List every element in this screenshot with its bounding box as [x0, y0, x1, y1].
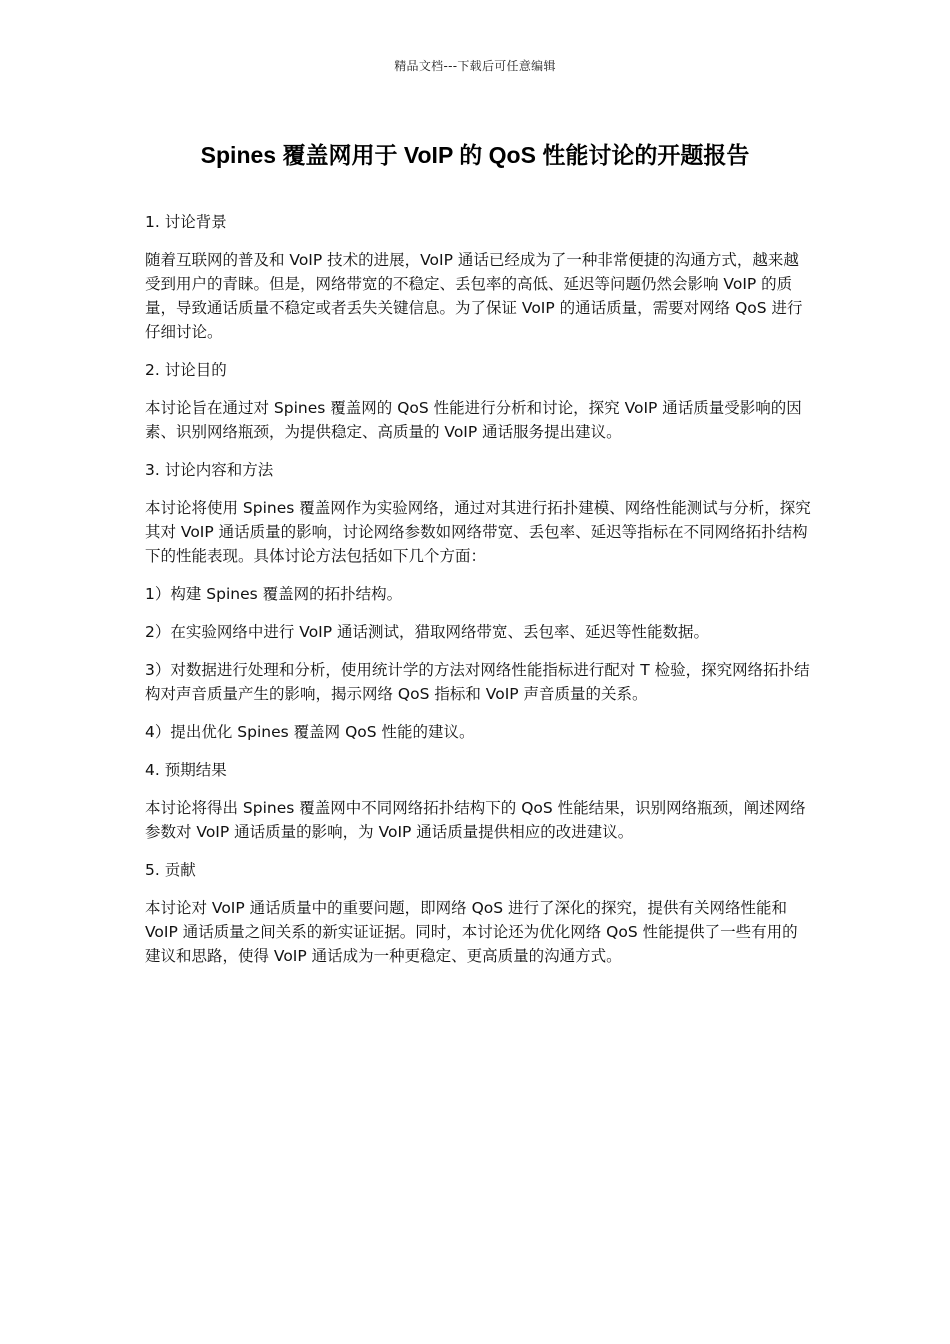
- section-heading-purpose: 2. 讨论目的: [145, 361, 227, 379]
- paragraph-content-method: 本讨论将使用 Spines 覆盖网作为实验网络，通过对其进行拓扑建模、网络性能测试与分析，探究其对 VoIP 通话质量的影响，讨论网络参数如网络带宽、丢包率、延迟等指标在不同网络拓扑结构下的性能表现。具体讨论方法包括如下几个方面：: [145, 499, 811, 565]
- list-item-method-1: 1）构建 Spines 覆盖网的拓扑结构。: [145, 585, 403, 603]
- document-body: [145, 210, 813, 982]
- document-title: Spines 覆盖网用于 VoIP 的 QoS 性能讨论的开题报告: [200, 142, 750, 168]
- section-heading-background: 1. 讨论背景: [145, 213, 227, 231]
- section-heading-expected-results: 4. 预期结果: [145, 761, 227, 779]
- paragraph-contribution: 本讨论对 VoIP 通话质量中的重要问题，即网络 QoS 进行了深化的探究，提供有关网络性能和 VoIP 通话质量之间关系的新实证证据。同时，本讨论还为优化网络 QoS 性能提供了一些有用的建议和思路，使得 VoIP 通话成为一种更稳定、更高质量的沟通方式。: [145, 899, 798, 965]
- list-item-method-2: 2）在实验网络中进行 VoIP 通话测试，猎取网络带宽、丢包率、延迟等性能数据。: [145, 623, 710, 641]
- paragraph-expected-results: 本讨论将得出 Spines 覆盖网中不同网络拓扑结构下的 QoS 性能结果，识别网络瓶颈，阐述网络参数对 VoIP 通话质量的影响，为 VoIP 通话质量提供相应的改进建议。: [145, 799, 806, 841]
- page-header: 精品文档---下载后可任意编辑: [394, 59, 556, 73]
- paragraph-background: 随着互联网的普及和 VoIP 技术的进展，VoIP 通话已经成为了一种非常便捷的沟通方式，越来越受到用户的青睐。但是，网络带宽的不稳定、丢包率的高低、延迟等问题仍然会影响 VoIP 的质量，导致通话质量不稳定或者丢失关键信息。为了保证 VoIP 的通话质量，需要对网络 QoS 进行仔细讨论。: [145, 251, 803, 341]
- section-heading-contribution: 5. 贡献: [145, 861, 196, 879]
- paragraph-purpose: 本讨论旨在通过对 Spines 覆盖网的 QoS 性能进行分析和讨论，探究 VoIP 通话质量受影响的因素、识别网络瓶颈，为提供稳定、高质量的 VoIP 通话服务提出建议。: [145, 399, 802, 441]
- section-heading-content-method: 3. 讨论内容和方法: [145, 461, 274, 479]
- list-item-method-3: 3）对数据进行处理和分析，使用统计学的方法对网络性能指标进行配对 T 检验，探究网络拓扑结构对声音质量产生的影响，揭示网络 QoS 指标和 VoIP 声音质量的关系。: [145, 661, 810, 703]
- list-item-method-4: 4）提出优化 Spines 覆盖网 QoS 性能的建议。: [145, 723, 475, 741]
